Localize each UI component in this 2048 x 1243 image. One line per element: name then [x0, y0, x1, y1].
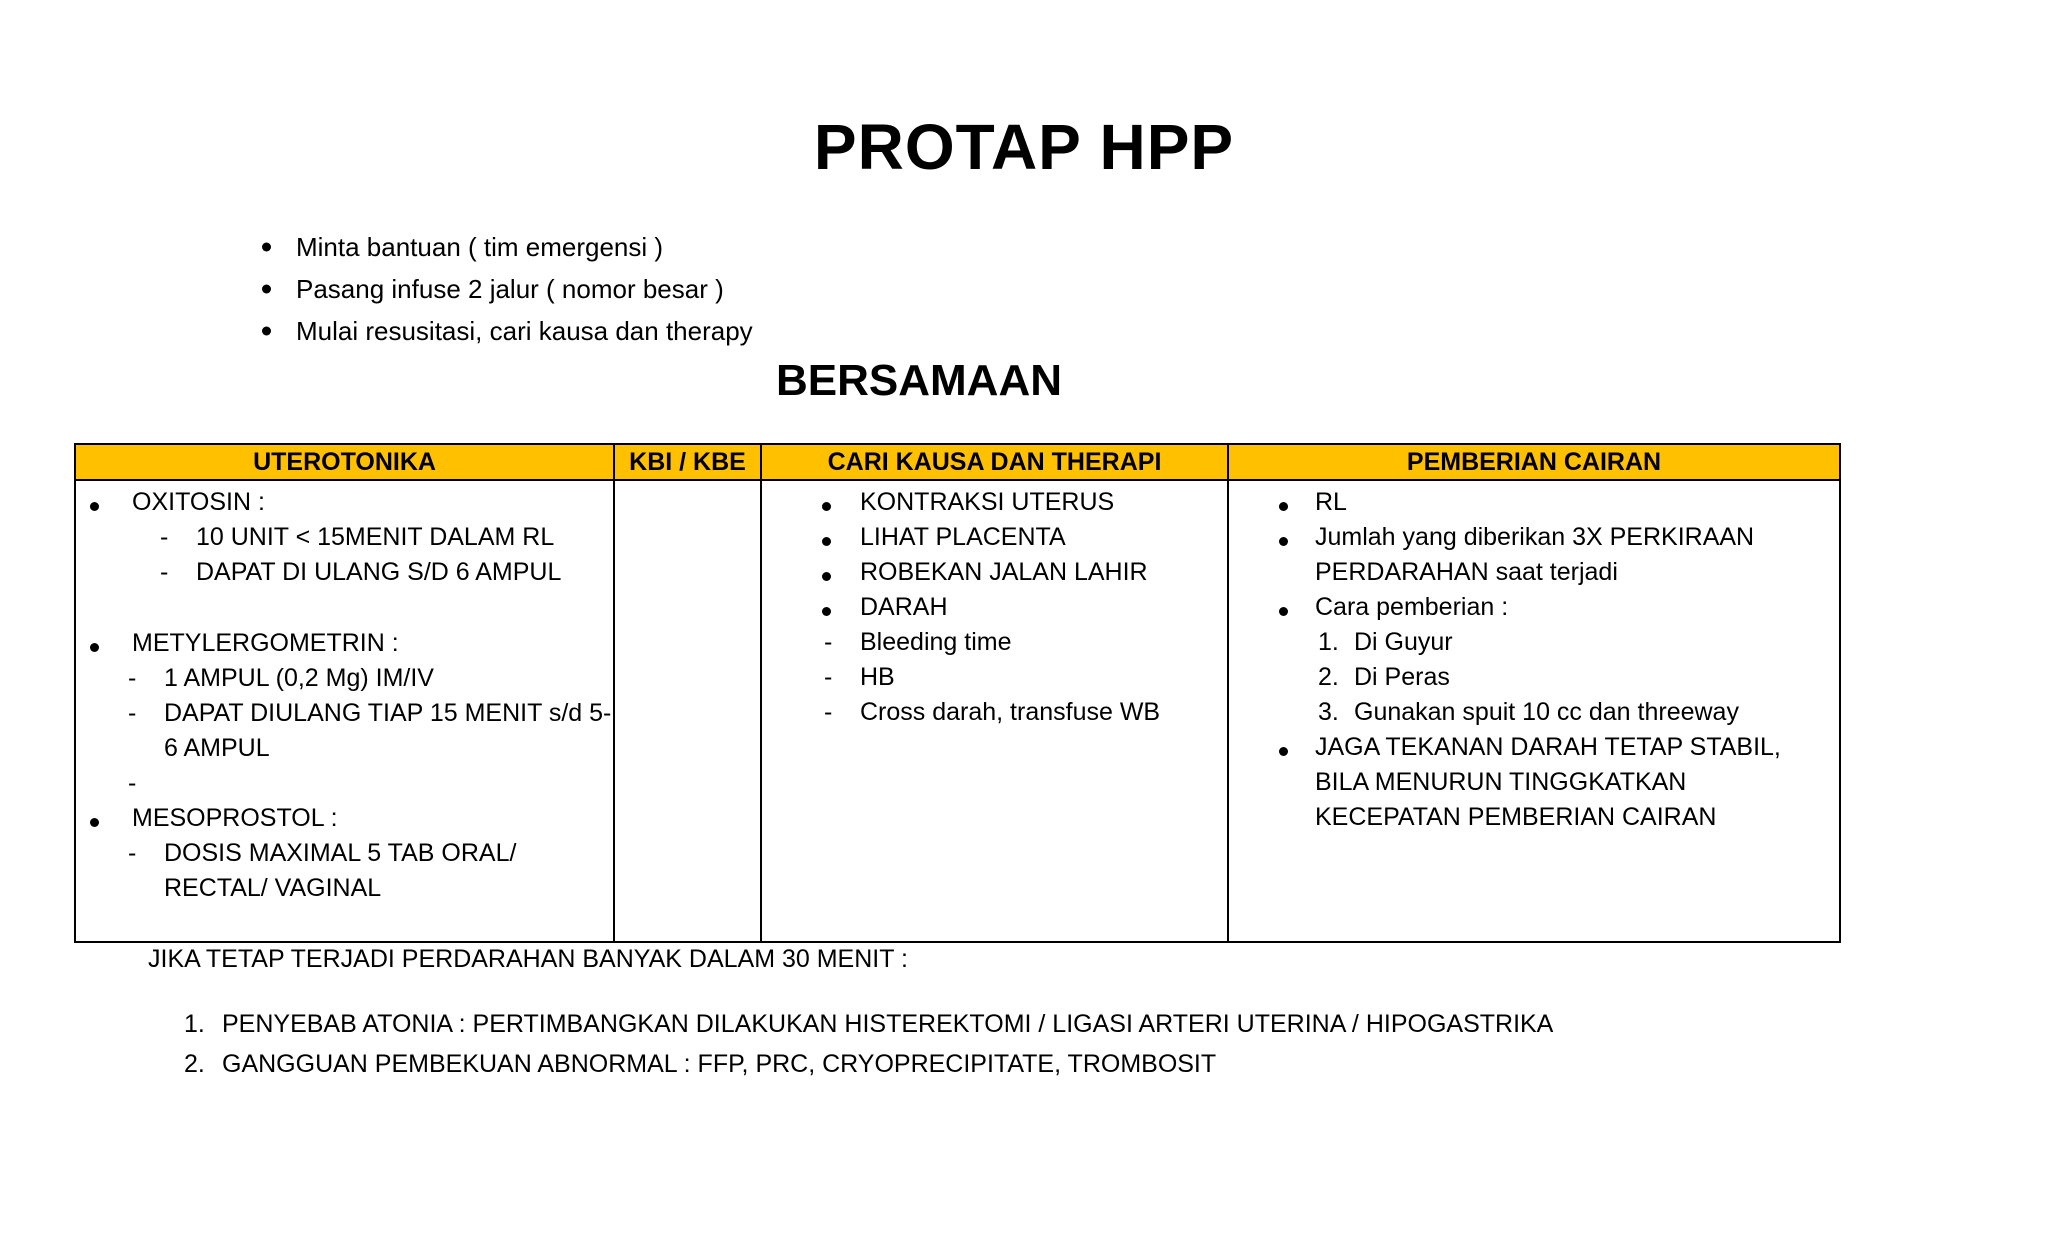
intro-item: Mulai resusitasi, cari kausa dan therapy — [262, 310, 753, 352]
protocol-table — [74, 443, 1841, 943]
intro-item: Minta bantuan ( tim emergensi ) — [262, 226, 753, 268]
list-item: ROBEKAN JALAN LAHIR — [822, 555, 1227, 590]
sub-item: - HB — [860, 660, 1227, 695]
drug-label-oxitosin: OXITOSIN : — [132, 488, 265, 516]
sub-item: - 1 AMPUL (0,2 Mg) IM/IV — [164, 661, 613, 696]
drug-label-metylergometrin: METYLERGOMETRIN : — [132, 629, 399, 657]
sub-item: - Cross darah, transfuse WB — [860, 695, 1227, 730]
intro-item: Pasang infuse 2 jalur ( nomor besar ) — [262, 268, 753, 310]
uterotonika-cell — [75, 480, 614, 942]
numbered-item: 3. Gunakan spuit 10 cc dan threeway — [1318, 698, 1739, 726]
list-item: KONTRAKSI UTERUS — [822, 485, 1227, 520]
header-cari-kausa: CARI KAUSA DAN THERAPI — [761, 444, 1228, 480]
pemberian-cairan-cell — [1228, 480, 1840, 942]
final-numbered-list — [184, 1004, 1554, 1084]
list-item: Jumlah yang diberikan 3X PERKIRAAN PERDARAHAN saat terjadi — [1279, 520, 1839, 590]
table-header-row — [75, 444, 1840, 480]
sub-item: - DAPAT DIULANG TIAP 15 MENIT s/d 5-6 AMPUL — [164, 696, 613, 766]
intro-bullet-list — [262, 226, 753, 352]
numbered-item: 2. GANGGUAN PEMBEKUAN ABNORMAL : FFP, PRC, CRYOPRECIPITATE, TROMBOSIT — [184, 1050, 1217, 1078]
list-item — [90, 801, 613, 906]
table-row — [75, 480, 1840, 942]
numbered-item: 1. PENYEBAB ATONIA : PERTIMBANGKAN DILAKUKAN HISTEREKTOMI / LIGASI ARTERI UTERINA / HIPOGASTRIKA — [184, 1010, 1554, 1038]
header-uterotonika: UTEROTONIKA — [75, 444, 614, 480]
list-item — [90, 626, 613, 801]
list-item: LIHAT PLACENTA — [822, 520, 1227, 555]
subheading-bersamaan: BERSAMAAN — [776, 356, 1062, 405]
sub-item: - Bleeding time — [860, 625, 1227, 660]
kbi-kbe-cell — [614, 480, 761, 942]
sub-item: - DAPAT DI ULANG S/D 6 AMPUL — [196, 555, 613, 590]
header-kbi-kbe: KBI / KBE — [614, 444, 761, 480]
sub-item: - 10 UNIT < 15MENIT DALAM RL — [196, 520, 613, 555]
header-pemberian-cairan: PEMBERIAN CAIRAN — [1228, 444, 1840, 480]
document-title: PROTAP HPP — [813, 111, 1235, 183]
numbered-item: 1. Di Guyur — [1318, 628, 1453, 656]
list-item — [822, 590, 1227, 730]
after-table-note: JIKA TETAP TERJADI PERDARAHAN BANYAK DALAM 30 MENIT : — [148, 945, 908, 973]
cari-kausa-cell — [761, 480, 1228, 942]
list-item: JAGA TEKANAN DARAH TETAP STABIL, BILA MENURUN TINGGKATKAN KECEPATAN PEMBERIAN CAIRAN — [1279, 730, 1839, 835]
list-item — [1279, 590, 1839, 730]
numbered-item: 2. Di Peras — [1318, 663, 1450, 691]
sub-item: - DOSIS MAXIMAL 5 TAB ORAL/ RECTAL/ VAGINAL — [164, 836, 613, 906]
list-item — [90, 485, 613, 590]
list-item: RL — [1279, 485, 1839, 520]
darah-label: DARAH — [860, 593, 948, 621]
drug-label-mesoprostol: MESOPROSTOL : — [132, 804, 338, 832]
cara-pemberian-label: Cara pemberian : — [1315, 593, 1509, 621]
empty-sub-item — [164, 766, 613, 801]
